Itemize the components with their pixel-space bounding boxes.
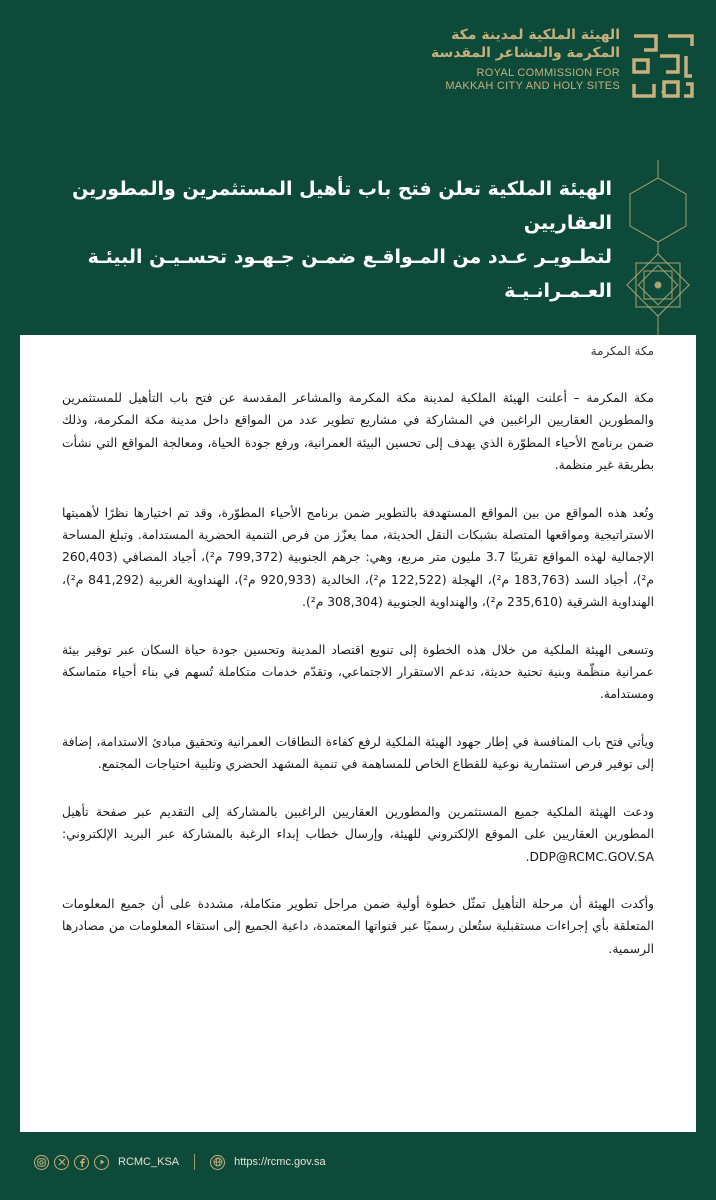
headline [22,172,612,308]
headline-line2: لتطـويـر عـدد من المـواقـع ضمـن جـهـود تحسـيـن البيئـة العـمـرانـيـة [87,246,612,302]
facebook-icon[interactable] [74,1155,89,1170]
headline-line1: الهيئة الملكية تعلن فتح باب تأهيل المستثمرين والمطورين العقاريين [72,178,612,234]
footer-divider [194,1154,195,1170]
rcmc-emblem-icon [630,32,696,100]
globe-icon [210,1155,225,1170]
geometric-ornament [600,160,716,340]
article-paragraph: ودعت الهيئة الملكية جميع المستثمرين والمطورين العقاريين الراغبين بالمشاركة إلى التقديم عبر صفحة تأهيل المطورين العقاريين على الموقع الإلكتروني للهيئة، وإرسال خطاب إبداء الرغبة بالمشاركة عبر البريد الإلكتروني: DDP@RCMC.GOV.SA. [62,804,654,864]
logo-text [431,26,620,93]
x-twitter-icon[interactable] [54,1155,69,1170]
hexagon-ornament-icon [630,178,686,242]
article-panel [20,335,696,1132]
footer-bar [34,1152,326,1172]
instagram-icon[interactable] [34,1155,49,1170]
logo-arabic-line2: المكرمة والمشاعر المقدسة [431,45,620,61]
article-paragraph: وتسعى الهيئة الملكية من خلال هذه الخطوة إلى تنويع اقتصاد المدينة وتحسين جودة حياة السكان عبر توفير بيئة عمرانية منظّمة وبنية تحتية حديثة، تدعم الاستقرار الاجتماعي، وتقدّم خدمات متكاملة تُسهم في بناء أحياء متماسكة ومستدامة. [62,642,654,702]
article-paragraph: وأكدت الهيئة أن مرحلة التأهيل تمثّل خطوة أولية ضمن مراحل تطوير متكاملة، مشددة على أن جميع المعلومات المتعلقة بأي إجراءات مستقبلية ستُعلن رسميًا عبر قنواتها المعتمدة، داعية الجميع إلى استقاء المعلومات من مصادرها الرسمية. [62,896,654,956]
logo-english-line1: ROYAL COMMISSION FOR [476,67,620,79]
article-body [62,387,654,985]
header-logo [376,26,696,106]
article-paragraph: وتُعد هذه المواقع من بين المواقع المستهدفة بالتطوير ضمن برنامج الأحياء المطوّرة، وقد تم اختيارها نظرًا لأهميتها الاستراتيجية ومواقعها المتصلة بشبكات النقل الحديثة، مما يعزّز من فرص التنمية الحضرية المستدامة. وتبلغ المساحة الإجمالية لهذه المواقع تقريبًا 3.7 مليون متر مربع، وهي: جرهم الجنوبية (799,372 م²)، أجياد المصافي (260,403 م²)، أجياد السد (183,763 م²)، الهجلة (122,522 م²)، الخالدية (920,933 م²)، الهنداوية الغربية (841,292 م²)، الهنداوية الشرقية (235,610 م²)، والهنداوية الجنوبية (308,304 م²). [62,505,654,610]
social-handle[interactable]: RCMC_KSA [118,1156,180,1168]
star-ornament-icon [627,254,689,316]
logo-arabic-line1: الهيئة الملكية لمدينة مكة [451,27,620,43]
article-paragraph: مكة المكرمة – أعلنت الهيئة الملكية لمدينة مكة المكرمة والمشاعر المقدسة عن فتح باب التأهيل للمستثمرين والمطورين العقاريين الراغبين في المشاركة في مشاريع تطوير عدد من المواقع داخل مدينة مكة المكرمة، وذلك ضمن برنامج الأحياء المطوّرة الذي يهدف إلى تحسين البيئة العمرانية، ورفع جودة الحياة، ومعالجة المواقع التي نشأت بطريقة غير منظمة. [62,391,654,473]
youtube-icon[interactable] [94,1155,109,1170]
logo-english-line2: MAKKAH CITY AND HOLY SITES [445,80,620,92]
article-paragraph: ويأتي فتح باب المنافسة في إطار جهود الهيئة الملكية لرفع كفاءة النطاقات العمرانية وتحقيق مبادئ الاستدامة، إضافة إلى توفير فرص استثمارية نوعية للقطاع الخاص للمساهمة في تنمية المشهد الحضري وتلبية احتياجات المجتمع. [62,734,654,772]
website-link[interactable]: https://rcmc.gov.sa [234,1156,326,1168]
article-location: مكة المكرمة [590,344,654,358]
